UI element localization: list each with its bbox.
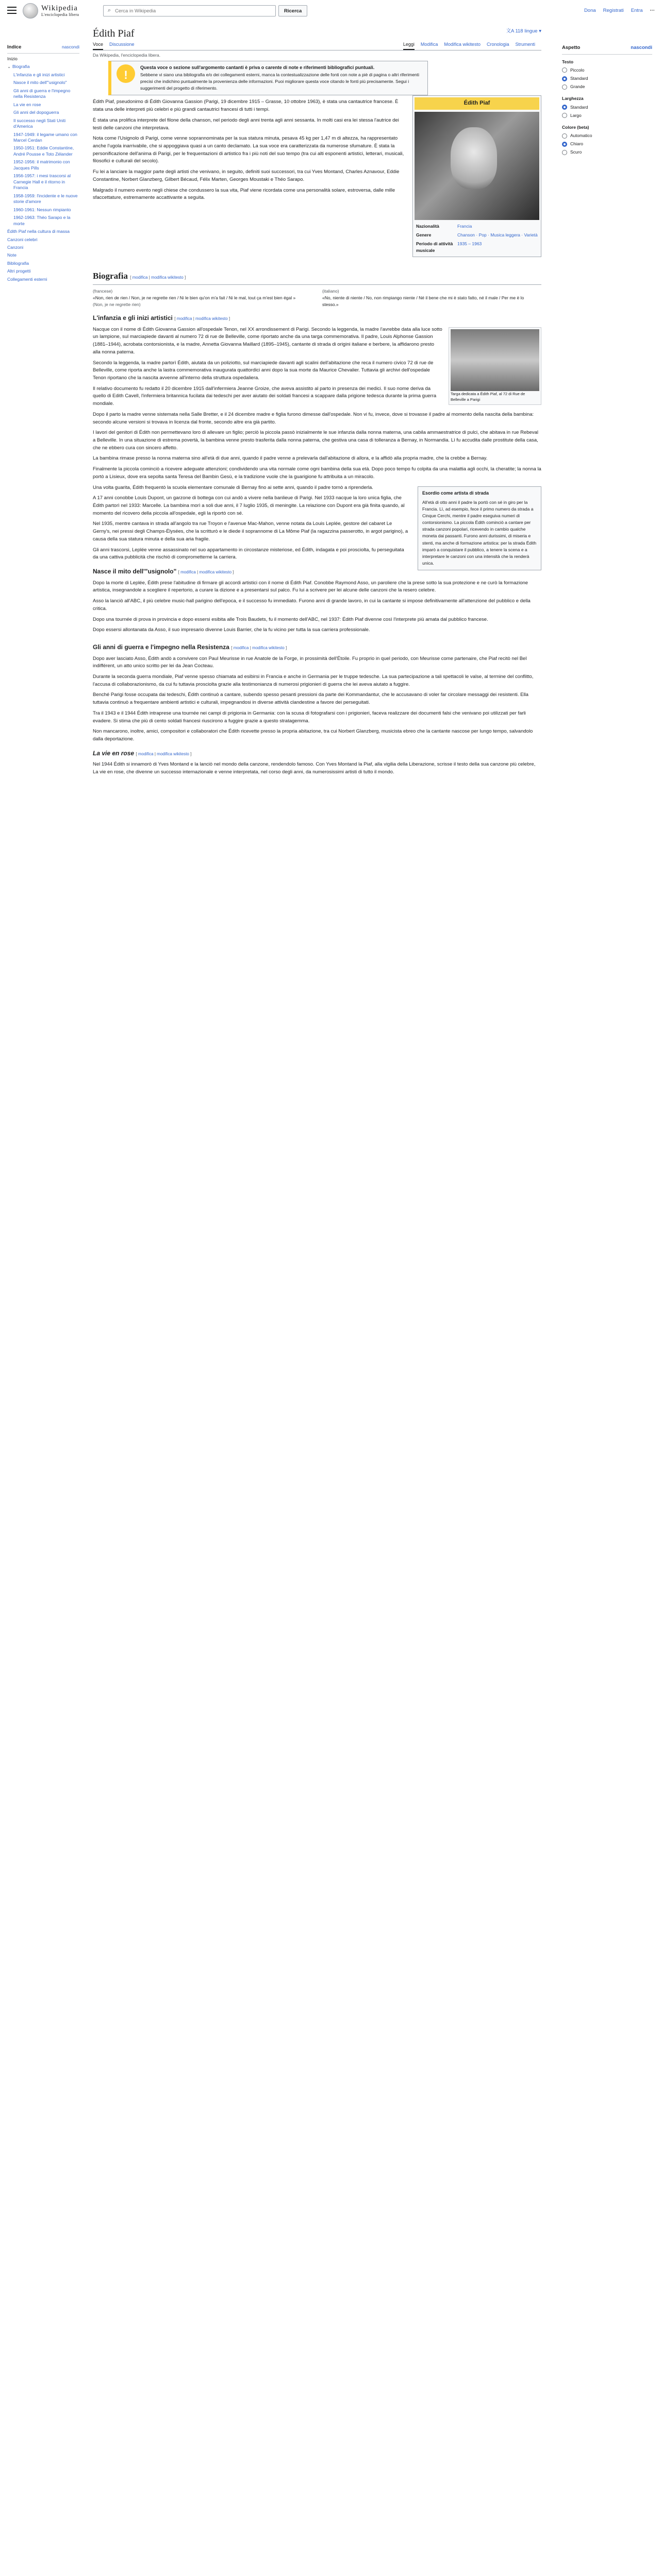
radio-option[interactable]: Largo: [562, 112, 652, 119]
edit-link[interactable]: modifica: [180, 570, 196, 575]
tab-cronologia[interactable]: Cronologia: [486, 42, 509, 47]
intro-paragraph: Édith Piaf, pseudonimo di Édith Giovanna Gassion (Parigi, 19 dicembre 1915 – Grasse, 10 ottobre 1963), è stata una cantautrice francese. È stata una delle interpreti più celebri e più grandi cantautrici francesi di tutti i tempi.: [93, 99, 399, 113]
tab-modifica[interactable]: Modifica: [420, 42, 438, 47]
toc-item[interactable]: Canzoni celebri: [7, 236, 38, 242]
register-link[interactable]: Registrati: [603, 8, 624, 13]
width-group: [562, 95, 652, 119]
notice-title: Questa voce o sezione sull'argomento cantanti è priva o carente di note e riferimenti bibliografici puntuali.: [140, 65, 375, 70]
radio-option[interactable]: Piccolo: [562, 67, 652, 74]
toc-sub-item[interactable]: Il successo negli Stati Uniti d'America: [13, 117, 66, 129]
intro-paragraph: Malgrado il numero evento negli chiese che condussero la sua vita, Piaf viene ricordata come una personalità solare, estroversa, dalle mille sfaccettature, estremamente accattivante a seguita.: [93, 187, 395, 201]
more-options-icon[interactable]: ···: [650, 8, 655, 13]
group-title: Larghezza: [562, 96, 584, 101]
quote-text: «No, niente di niente / No, non rimpiango niente / Né il bene che mi è stato fatto, né il male / Per me è lo stesso.»: [322, 295, 524, 307]
paragraph: Nel 1944 Édith si innamorò di Yves Montand e la lanciò nel mondo della canzone, rendendolo famoso. Con Yves Montand la Piaf, alla vigilia della Liberazione, scrisse il testo della sua canzone più celebre, La vie en rose, che divenne un successo internazionale e venne interpretata, nel corso degli anni, da numerosissimi artisti di tutto il mondo.: [93, 761, 536, 775]
search-box: [103, 5, 276, 16]
wikipedia-logo[interactable]: [23, 3, 79, 19]
paragraph: Benché Parigi fosse occupata dai tedeschi, Édith continuò a cantare, subendo spesso pesanti pressioni da parte dei Kommandantur, che le accusavano di voler far circolare messaggi dei resistenti. Ella tuttavia continuò a frequentare ambienti artistici e culturali, impegnandosi in diverse attività clandestine a favore dei perseguitati.: [93, 692, 528, 706]
toc-sub-item[interactable]: 1960-1961: Nessun rimpianto: [13, 207, 71, 212]
toc-item[interactable]: Bibliografia: [7, 260, 29, 266]
paragraph: Secondo la leggenda, la madre partorì Édith, aiutata da un poliziotto, sul marciapiede davanti agli scalini dell'abitazione che reca il numero civico 72 di rue de Belleville, come riporta anche la lastra commemorativa inaugurata quattordici anni dopo la sua morte da Maurice Chevalier. Tuttavia gli archivi dell'ospedale Tenon riportano che la nascita avvenne all'interno della struttura ospedaliera.: [93, 360, 434, 381]
paragraph: Dopo una tournée di prova in provincia e dopo essersi esibita alle Trois Baudets, fu il momento dell'ABC, nel 1937: Édith Piaf divenne così l'interprete più amata dal pubblico francese.: [93, 616, 488, 622]
tab-modifica-wikitesto[interactable]: Modifica wikitesto: [444, 42, 481, 47]
paragraph: Non mancarono, inoltre, amici, compositori e collaboratori che Édith ricevette presso la propria abitazione, tra cui Norbert Glanzberg, musicista ebreo che la cantante nascose per lungo tempo, salvandolo dalla deportazione.: [93, 728, 533, 742]
tab-voce[interactable]: Voce: [93, 39, 103, 50]
quote-block: [93, 288, 541, 309]
page-title: Édith Piaf: [93, 28, 135, 39]
page-tabs: [93, 39, 541, 50]
site-header: [0, 0, 662, 23]
toc-item[interactable]: Collegamenti esterni: [7, 276, 47, 282]
wordmark: Wikipedia: [41, 4, 78, 12]
paragraph: Una volta guarita, Édith frequentò la scuola elementare comunale di Bernay fino ai sette anni, quando il padre tornò a riprenderla.: [93, 484, 373, 490]
toc-sub-item[interactable]: Gli anni di guerra e l'impegno nella Resistenza: [13, 88, 71, 99]
toc-sub-item[interactable]: 1958-1959: l'incidente e le nuove storie d'amore: [13, 193, 78, 205]
article-body: [93, 61, 541, 779]
warning-icon: [117, 64, 135, 83]
edit-wikitext-link[interactable]: modifica wikitesto: [157, 751, 189, 756]
edit-wikitext-link[interactable]: modifica wikitesto: [252, 645, 285, 650]
paragraph: Tra il 1943 e il 1944 Édith intraprese una tournée nei campi di prigionia in Germania: con la scusa di fotografarsi con i prigionieri, faceva realizzare dei documenti falsi che venivano poi utilizzati per farli evadere. Si stima che più di cento soldati francesi riuscirono a fuggire grazie a questo stratagemma.: [93, 710, 526, 724]
portrait-image[interactable]: [415, 112, 539, 220]
sidebar-box: [418, 486, 541, 571]
tagline: L'enciclopedia libera: [41, 12, 79, 17]
infobox-title: Édith Piaf: [415, 97, 539, 109]
paragraph: La bambina rimase presso la nonna materna sino all'età di due anni, quando il padre venne a prelevarla dall'abitazione di allora, e la affidò alla propria madre, che la crebbe a Bernay.: [93, 455, 488, 462]
paragraph: Nacque con il nome di Édith Giovanna Gassion all'ospedale Tenon, nel XX arrondissement di Parigi. Secondo la leggenda, la madre l'avrebbe data alla luce sotto un lampione, sul marciapiede davanti al numero 72 di rue de Belleville, come riportato anche da una targa commemorativa. Il padre, Louis Alphonse Gassion (1881–1944), acrobata contorsionista, e la madre, Annetta Giovanna Maillard (1895–1945), cantante di strada di origini italiane e berbere, la affidarono presto alla nonna paterna.: [93, 326, 442, 355]
toc-sub-item[interactable]: 1950-1951: Eddie Constantine, André Pousse e Toto Zélander: [13, 145, 74, 157]
appearance-hide-button[interactable]: nascondi: [631, 45, 652, 50]
infobox-row: Periodo di attività musicale 1935 – 1963: [416, 241, 482, 253]
group-title: Testo: [562, 59, 574, 64]
infobox-row: Nazionalità Francia: [416, 223, 472, 229]
radio-option[interactable]: Grande: [562, 83, 652, 90]
toc-item[interactable]: Édith Piaf nella cultura di massa: [7, 229, 70, 234]
donate-link[interactable]: Dona: [584, 8, 596, 13]
toc-item[interactable]: Canzoni: [7, 245, 24, 250]
quote-text: «Non, rien de rien / Non, je ne regrette rien / Ni le bien qu'on m'a fait / Ni le mal, tout ça m'est bien égal »: [93, 295, 296, 300]
paragraph: Dopo aver lasciato Asso, Édith andò a convivere con Paul Meurisse in rue Anatole de la Forge, in prossimità dell'Étoile. Fu proprio in quel periodo, con Meurisse come partenaire, che Piaf recitò nel Bel indifférent, un atto unico scritto per lei da Jean Cocteau.: [93, 655, 527, 669]
wikipedia-globe-icon: [23, 3, 38, 19]
citation-notice: [108, 61, 428, 95]
paragraph: A 17 anni conobbe Louis Dupont, un garzone di bottega con cui andò a vivere nella banlieue di Parigi. Nel 1933 nacque la loro unica figlia, che Édith partorì nel 1933: Marcelle. La bambina morì a soli due anni, il 7 luglio 1935, di meningite. La relazione con Dupont era già finita quando, al momento del ricovero della piccola all'ospedale, egli la riportò con sé.: [93, 495, 405, 516]
paragraph: Nel 1935, mentre cantava in strada all'angolo tra rue Troyon e l'avenue Mac-Mahon, venne notata da Louis Leplée, gestore del cabaret Le Gerny's, nei pressi degli Champs-Élysées, che la scritturò e le diede il soprannome di La Môme Piaf (la ragazzina passerotto, in argot parigino), a causa della sua statura minuta e della sua aria fragile.: [93, 521, 408, 542]
group-title: Colore (beta): [562, 124, 589, 130]
toc-sub-item[interactable]: 1952-1956: il matrimonio con Jacques Pills: [13, 159, 70, 171]
intro-paragraph: È stata una prolifica interprete del filone della chanson, nel periodo degli anni trenta agli anni sessanta. In molti casi era lei stessa l'autrice dei testi delle canzoni che interpretava.: [93, 117, 399, 131]
search-button[interactable]: Ricerca: [278, 5, 307, 16]
appearance-heading: Aspetto: [562, 45, 581, 50]
toc-item-biografia[interactable]: Biografia: [12, 64, 30, 70]
edit-link[interactable]: modifica: [176, 316, 192, 321]
color-group: [562, 124, 652, 156]
user-links: [584, 7, 655, 15]
quote-language-label: (francese): [93, 288, 113, 294]
toc-item-top[interactable]: Inizio: [7, 56, 18, 61]
language-selector[interactable]: 文A 118 lingue ▾: [506, 28, 541, 34]
infobox-row: Genere Chanson · Pop · Musica leggera · Varietà: [416, 232, 538, 238]
search-input[interactable]: [115, 8, 275, 14]
toc-item[interactable]: Note: [7, 252, 16, 258]
paragraph: Dopo la morte di Leplée, Édith prese l'abitudine di firmare gli accordi artistici con il nome di Édith Piaf. Conobbe Raymond Asso, un paroliere che la prese sotto la sua protezione e ne curò la formazione artistica, insegnandole a scegliere il repertorio, a curare la dizione e a presentarsi sul palco. Fu lui a scrivere per lei alcune delle canzoni che la resero celebre.: [93, 580, 528, 594]
quote-source: (Non, je ne regrette rien): [93, 301, 141, 307]
login-link[interactable]: Entra: [631, 8, 643, 13]
thumbnail-caption: Targa dedicata a Édith Piaf, al 72 di Rue de Belleville a Parigi: [451, 391, 525, 402]
language-count: 118 lingue: [515, 28, 538, 34]
paragraph: Dopo il parto la madre venne sistemata nella Salle Bretter, e il 24 dicembre madre e figlia furono dimesse dall'ospedale. Non vi fu, invece, dove si trovasse il padre al momento della nascita della bambina: secondo alcune versioni si trovava in licenza dal fronte, secondo altre era già partito.: [93, 411, 534, 425]
edit-wikitext-link[interactable]: modifica wikitesto: [199, 570, 232, 575]
quote-language-label: (italiano): [322, 288, 339, 294]
radio-option[interactable]: Standard: [562, 104, 652, 111]
section-heading-usignolo: Nasce il mito dell'"usignolo" [ modifica | modifica wikitesto ]: [93, 568, 234, 575]
sidebar-box-title: Esordio come artista di strada: [422, 490, 489, 496]
radio-option[interactable]: Scuro: [562, 149, 652, 156]
toc-sub-item[interactable]: Nasce il mito dell'"usignolo": [13, 80, 67, 86]
toc-hide-button[interactable]: nascondi: [61, 44, 79, 49]
paragraph: Dopo essersi allontanata da Asso, il suo impresario divenne Louis Barrier, che la fu vicino per tutta la sua carriera professionale.: [93, 627, 370, 633]
tab-discussione[interactable]: Discussione: [109, 42, 135, 47]
toc-sub-item[interactable]: Gli anni del dopoguerra: [13, 110, 59, 115]
edit-wikitext-link[interactable]: modifica wikitesto: [151, 275, 184, 280]
edit-link[interactable]: modifica: [138, 751, 154, 756]
paragraph: Il relativo documento fu redatto il 20 dicembre 1915 dall'infermiera Jeanne Groize, che aveva assistito al parto in presenza dei medici. Il suo nome deriva da quello di Edith Cavell, l'infermiera britannica fucilata dai tedeschi per aver aiutato dei soldati francesi a scappare dalla prigione tedesca durante la prima guerra mondiale.: [93, 385, 437, 407]
plaque-image[interactable]: [451, 329, 539, 391]
notice-body: Sebbene vi siano una bibliografia e/o dei collegamenti esterni, manca la contestualizzazione delle fonti con note a piè di pagina o altri riferimenti precisi che indichino puntualmente la provenienza delle informazioni. Puoi migliorare questa voce citando le fonti più precisamente. Segui i suggerimenti del progetto di riferimento.: [140, 72, 420, 91]
paragraph: Asso la lanciò all'ABC, il più celebre music-hall parigino dell'epoca, e il successo fu immediato. Furono anni di grande lavoro, in cui la cantante si impose definitivamente all'attenzione del pubblico e della critica.: [93, 598, 531, 612]
infobox: [412, 95, 541, 257]
paragraph: I lavori del genitori di Édith non permettevano loro di allevare un figlio; perciò la piccola passò inizialmente le sue infanzia dalla nonna materna, una cabila ammaestratrice di pulci, che abitava in rue Rebeval a Belleville. In una situazione di estrema povertà, la bambina venne presto trasferita dalla nonna paterna, che gestiva una casa di tolleranza a Bernay, in Normandia. Lì fu accudita dalle prostitute della casa, che ne ebbero cura con sincero affetto.: [93, 430, 538, 451]
paragraph: Durante la seconda guerra mondiale, Piaf venne spesso chiamata ad esibirsi in Francia e anche in Germania per le truppe tedesche. La sua partecipazione a tali spettacoli le valse, al termine del conflitto, l'accusa di collaborazionismo, da cui fu tuttavia prosciolta grazie alla testimonianza di numerosi prigionieri di guerra che lei aveva aiutato a fuggire.: [93, 673, 534, 687]
intro-paragraph: Nota come l'Usignolo di Parigi, come venne soprannominata per la sua statura minuta, pesava 45 kg per 1,47 m di altezza, ha rappresentato anche l'ugola inarrivabile, che si appoggiava quasi a un canto declamato. La sua voce era caratterizzata da numerose sfumature. È stata la personificazione dell'anima di Parigi, per le frequentazioni di artistico fra i più noti del suo tempo (tra cui alti esponenti artistici, letterari, musicali, filosofici e culturali del secolo).: [93, 135, 404, 164]
toc-sub-item[interactable]: L'infanzia e gli inizi artistici: [13, 72, 65, 77]
intro-paragraph: Fu lei a lanciare la maggior parte degli artisti che venivano, in seguito, definiti suoi successori, tra cui Yves Montand, Charles Aznavour, Eddie Constantine, Norbert Glanzberg, Gilbert Bécaud, Félix Marten, Georges Moustaki e Théo Sarapo.: [93, 169, 400, 182]
edit-link[interactable]: modifica: [132, 275, 148, 280]
toc-sub-item[interactable]: 1956-1957: i mesi trascorsi al Carnegie Hall e il ritorno in Francia: [13, 173, 71, 191]
thumbnail[interactable]: [449, 327, 541, 405]
toc-sub-item[interactable]: La vie en rose: [13, 101, 41, 107]
toc-heading: Indice: [7, 44, 22, 50]
radio-option[interactable]: Chiaro: [562, 141, 652, 147]
toc-sub-item[interactable]: 1947-1949: il legame umano con Marcel Cerdan: [13, 131, 77, 143]
section-heading-biografia: Biografia [ modifica | modifica wikitesto ]: [93, 269, 541, 284]
tab-leggi[interactable]: Leggi: [403, 39, 415, 50]
toc-sub-item[interactable]: 1962-1963: Théo Sarapo e la morte: [13, 215, 71, 226]
main-menu-icon[interactable]: [7, 7, 16, 14]
table-of-contents: [7, 44, 79, 284]
appearance-panel: [562, 44, 652, 161]
paragraph: Finalmente la piccola cominciò a ricevere adeguate attenzioni; condividendo una vita normale come ogni bambina della sua età. Dopo poco tempo fu colpita da una malattia agli occhi, la cheratite; la nonna la portò a Lisieux, dove era sepolta santa Teresa del Bambin Gesù, e la tradizione vuole che la guarigione fu attribuita a un miracolo.: [93, 466, 541, 480]
toc-item[interactable]: Altri progetti: [7, 268, 31, 274]
section-heading-infanzia: L'infanzia e gli inizi artistici [ modifica | modifica wikitesto ]: [93, 314, 230, 322]
sidebar-box-text: All'età di otto anni il padre la portò con sé in giro per la Francia. Lì, ad esempio, fece il primo numero da strada a Cinque Cerchi, mentre il padre eseguiva numeri di contorsionismo. La piccola Édith cominciò a cantare per strada canzoni popolari, ricevendo in cambio qualche moneta dai passanti. Furono anni durissimi, di miseria e stenti, ma anche di formazione artistica: per la strada Édith imparò a conquistare il pubblico, a tenere la scena e a interpretare le canzoni con una intensità che la renderà unica.: [422, 499, 537, 566]
edit-wikitext-link[interactable]: modifica wikitesto: [195, 316, 228, 321]
search-icon: ⌕: [107, 7, 111, 14]
radio-option[interactable]: Automatico: [562, 132, 652, 139]
radio-option[interactable]: Standard: [562, 75, 652, 82]
edit-link[interactable]: modifica: [233, 645, 249, 650]
text-size-group: [562, 59, 652, 91]
chevron-down-icon[interactable]: ⌄: [7, 64, 11, 70]
section-heading-guerra: Gli anni di guerra e l'impegno nella Resistenza [ modifica | modifica wikitesto ]: [93, 643, 287, 651]
paragraph: Gli anni trascorsi, Leplée venne assassinato nel suo appartamento in circostanze misteriose, ed Édith, indagata e poi prosciolta, fu perseguitata da una cattiva pubblicità che rischiò di comprometterne la carriera.: [93, 547, 404, 561]
tab-strumenti[interactable]: Strumenti: [515, 42, 535, 47]
page-subtitle: Da Wikipedia, l'enciclopedia libera.: [93, 53, 161, 58]
section-heading-vie-en-rose: La vie en rose [ modifica | modifica wikitesto ]: [93, 749, 192, 757]
